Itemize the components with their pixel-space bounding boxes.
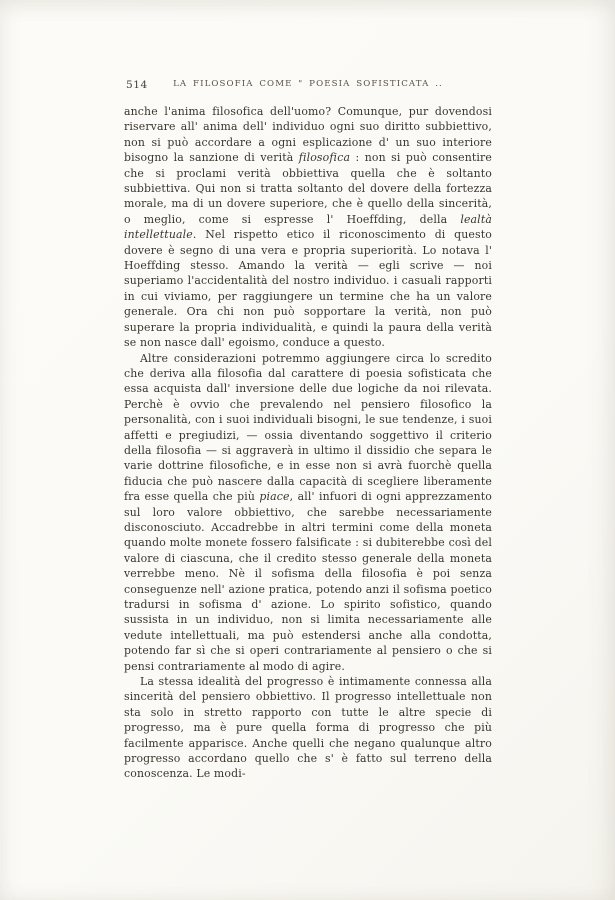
text-run: . Nel rispetto etico il riconoscimento di questo dovere è segno di una vera e propria superiorità. Lo notava l' Hoeffding stesso. Amando la verità — egli scrive — noi superiamo l'accidentalità del nostro individuo. i casuali rapporti in cui viviamo, per raggiungere un termine che ha un valore generale. Ora chi non può sopportare la verità, non può superare la propria individualità, e quindi la paura della verità se non nasce dall' egoismo, conduce a questo.: [124, 228, 492, 350]
italic-text-run: piace: [259, 490, 290, 504]
italic-text-run: filosofica: [298, 151, 351, 165]
page-number: 514: [126, 79, 148, 91]
page-text: [124, 104, 492, 782]
text-run: : non si può consentire che si proclami verità obbiettiva quella che è soltanto subbiettiva. Qui non si tratta soltanto del dovere della fortezza morale, ma di un dovere superiore, che è quello della sincerità, o meglio, come si espresse l' Hoeffding, della: [124, 151, 492, 226]
page-header: [124, 79, 492, 93]
text-run: La stessa idealità del progresso è intimamente connessa alla sincerità del pensiero obbiettivo. Il progresso intellettuale non sta solo in stretto rapporto con tutte le altre specie di progresso, ma è pure quella forma di progresso che più facilmente apparisce. Anche quelli che negano qualunque altro progresso accordano quello che s' è fatto sul terreno della conoscenza. Le modi-: [124, 675, 492, 781]
text-run: , all' infuori di ogni apprezzamento sul loro valore obbiettivo, che sarebbe necessariamente disconosciuto. Accadrebbe in altri termini come della moneta quando molte monete fossero falsificate : si dubiterebbe così del valore di ciascuna, che il credito stesso generale della moneta verrebbe meno. Nè il sofisma della filosofia è poi senza conseguenze nell' azione pratica, potendo anzi il sofisma poetico tradursi in sofisma d' azione. Lo spirito sofistico, quando sussista in un individuo, non si limita necessariamente alle vedute intellettuali, ma può estendersi anche alla condotta, potendo far sì che si operi contrariamente al pensiero o che si pensi contrariamente al modo di agire.: [124, 490, 493, 673]
paragraph: [124, 104, 492, 351]
text-run: Altre considerazioni potremmo aggiungere circa lo scredito che deriva alla filosofia dal carattere di poesia sofisticata che essa acquista dall' inversione delle due logiche da noi rilevata. Perchè è ovvio che prevalendo nel pensiero filosofico la personalità, con i suoi individuali bisogni, le sue tendenze, i suoi affetti e pregiudizi, — ossia diventando soggettivo il criterio della filosofia — si aggraverà in ultimo il dissidio che separa le varie dottrine filosofiche, e in esse non si avrà fuorchè quella fiducia che può nascere dalla capacità di scegliere liberamente fra esse quella che più: [124, 351, 492, 504]
text-run: anche l'anima filosofica dell'uomo? Comunque, pur dovendosi riservare all' anima dell' individuo ogni suo diritto subbiettivo, non si può accordare a ogni esplicazione d' un suo interiore bisogno la sanzione di verità: [124, 105, 492, 165]
paragraph: [124, 674, 492, 782]
paragraph: [124, 351, 492, 675]
italic-text-run: lealtà intellettuale: [124, 212, 492, 242]
running-title: LA FILOSOFIA COME " POESIA SOFISTICATA ..: [173, 79, 443, 89]
